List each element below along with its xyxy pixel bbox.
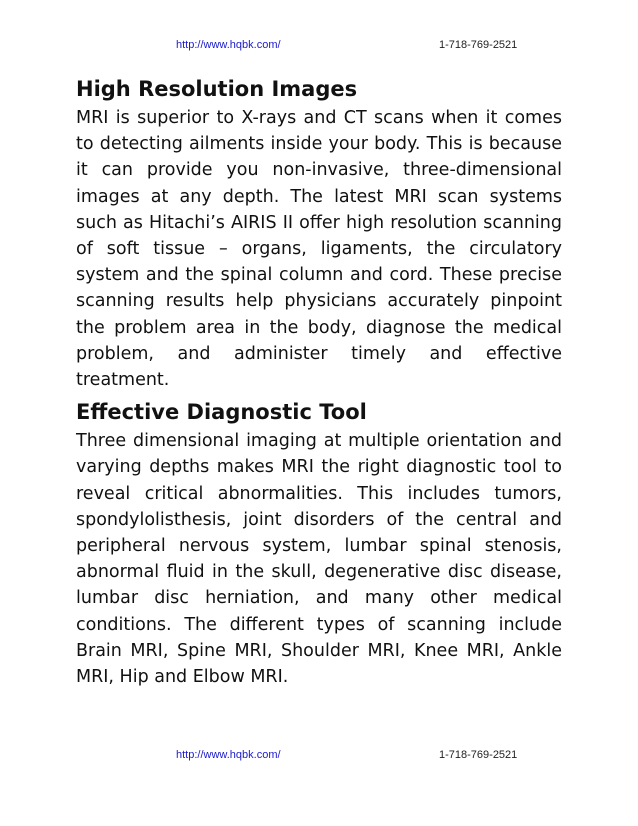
header-phone: 1-718-769-2521 — [439, 39, 518, 51]
section-title-high-resolution: High Resolution Images — [76, 77, 358, 101]
section-body-diagnostic-tool: Three dimensional imaging at multiple orientation and varying depths makes MRI the right diagnostic tool to reveal critical abnormalities. This includes tumors, spondylolisthesis, joint disorders of the central and peripheral nervous system, lumbar spinal stenosis, abnormal fluid in the skull, degenerative disc disease, lumbar disc herniation, and many other medical conditions. The different types of scanning include Brain MRI, Spine MRI, Shoulder MRI, Knee MRI, Ankle MRI, Hip and Elbow MRI. — [76, 431, 562, 688]
section-body-high-resolution: MRI is superior to X-rays and CT scans when it comes to detecting ailments inside your body. This is because it can provide you non-invasive, three-dimensional images at any depth. The latest MRI scan systems such as Hitachi’s AIRIS II offer high resolution scanning of soft tissue – organs, ligaments, the circulatory system and the spinal column and cord. These precise scanning results help physicians accurately pinpoint the problem area in the body, diagnose the medical problem, and administer timely and effective treatment. — [76, 108, 562, 391]
footer-phone: 1-718-769-2521 — [439, 749, 518, 761]
document-body — [76, 74, 562, 690]
page-header — [0, 37, 638, 53]
page-footer — [0, 747, 638, 763]
header-url-link[interactable]: http://www.hqbk.com/ — [176, 39, 281, 51]
section-title-diagnostic-tool: Effective Diagnostic Tool — [76, 400, 367, 425]
footer-url-link[interactable]: http://www.hqbk.com/ — [176, 749, 281, 761]
